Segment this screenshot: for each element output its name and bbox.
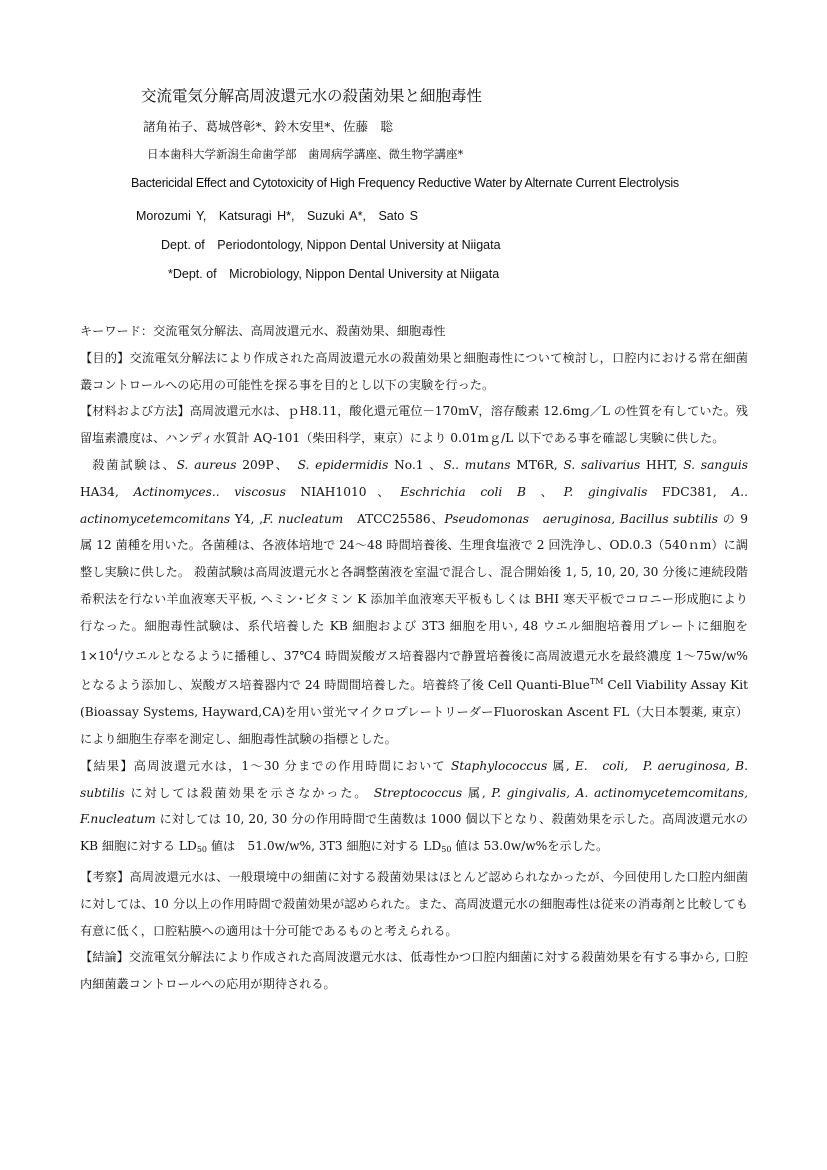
- methods-paragraph: [80, 398, 748, 452]
- text-run: 、: [525, 484, 564, 499]
- text-run: ATCC25586、: [343, 511, 445, 526]
- purpose-text: 交流電気分解法により作成された高周波還元水の殺菌効果と細胞毒性について検討し，口腔内における常在細菌叢コントロールへの応用の可能性を探る事を目的とし以下の実験を行った。: [80, 350, 748, 392]
- organism-name: Staphylococcus: [451, 758, 548, 773]
- title-japanese: 交流電気分解高周波還元水の殺菌効果と細胞毒性: [141, 87, 483, 105]
- text-run: MT6R,: [510, 457, 564, 472]
- affiliation-japanese: 日本歯科大学新潟生命歯学部 歯周病学講座、微生物学講座*: [147, 147, 464, 161]
- organism-name: S. sanguis: [683, 457, 748, 472]
- superscript-exponent: 4: [113, 647, 119, 657]
- discussion-heading: 【考察】: [80, 869, 130, 884]
- text-run: に対しては 10, 20, 30 分の作用時間で生菌数は 1000 個以下となり、殺菌効果を示した。高周波還元水の KB 細胞に対する LD: [80, 812, 748, 854]
- methods-paragraph-2: [80, 452, 748, 753]
- results-paragraph: [80, 753, 748, 864]
- text-run: Cell Viability Assay Kit (Bioassay Systems, Hayward,CA)を用い蛍光マイクロプレートリーダーFluoroskan Ascent FL（大日本製薬, 東京）により細胞生存率を測定し、細胞毒性試験の指標とした。: [80, 678, 748, 746]
- text-run: Y4, ,: [230, 511, 263, 526]
- text-run: HA34,: [80, 484, 134, 499]
- text-run: の 9 属 12 菌種を用いた。各菌種は、各液体培地で 24～48 時間培養後、生理食塩液で 2 回洗浄し、OD.0.3（540ｎm）に調整し実験に供した。 殺菌試験は高周波還元水と各調整菌液を室温で混合し、混合開始後 1, 5, 10, 20, 30 分後に連続段階希釈法を行ない羊血液寒天平板, ヘミン･ビタミン K 添加羊血液寒天平板もしくは BHI 寒天平板でコロニー形成胞により行なった。細胞毒性試験は、系代培養した KB 細胞および 3T3 細胞を用い, 48 ウエル細胞培養用プレートに細胞を 1×10: [80, 511, 749, 663]
- text-run: No.1 、: [388, 457, 444, 472]
- text-run: FDC381,: [647, 484, 732, 499]
- organism-name: P. gingivalis, A. actinomycetemcomitans, F.nucleatum: [80, 785, 748, 827]
- keywords: キーワード：交流電気分解法、高周波還元水、殺菌効果、細胞毒性: [80, 324, 446, 338]
- abstract-body: [80, 318, 748, 998]
- subscript-50: 50: [441, 845, 452, 855]
- text-run: 値は 53.0w/w%を示した。: [451, 839, 609, 854]
- organism-name: Actinomyces.. viscosus: [133, 484, 286, 499]
- conclusion-text: 交流電気分解法により作成された高周波還元水は、低毒性かつ口腔内細菌に対する殺菌効果を有する事から, 口腔内細菌叢コントロールへの応用が期待される。: [80, 950, 749, 992]
- organism-name: S. aureus: [176, 457, 237, 472]
- text-run: HHT,: [640, 457, 684, 472]
- subscript-50: 50: [196, 845, 207, 855]
- results-heading: 【結果】: [80, 758, 134, 773]
- methods-heading: 【材料および方法】: [80, 404, 190, 419]
- discussion-text: 高周波還元水は、一般環境中の細菌に対する殺菌効果はほとんど認められなかったが、今回使用した口腔内細菌に対しては、10 分以上の作用時間で殺菌効果が認められた。また、高周波還元水の細胞毒性は従来の消毒剤と比較しても有意に低く，口腔粘膜への適用は十分可能であるものと考えられる。: [80, 869, 749, 938]
- methods-text: 高周波還元水は、ｐH8.11，酸化還元電位－170mV，溶存酸素 12.6mg／L の性質を有していた。残留塩素濃度は、ハンディ水質計 AQ-101（柴田科学，東京）により 0.01mｇ/L 以下である事を確認し実験に供した。: [80, 404, 748, 446]
- affiliation-english-2: *Dept. of Microbiology, Nippon Dental University at Niigata: [168, 267, 500, 281]
- organism-name: A.. actinomycetemcomitans: [80, 484, 748, 526]
- text-run: 高周波還元水は，1～30 分までの作用時間において: [133, 758, 452, 773]
- text-run: 属,: [547, 758, 575, 773]
- purpose-heading: 【目的】: [80, 350, 130, 365]
- organism-name: E. coli, P. aeruginosa, B. subtilis: [80, 758, 749, 800]
- text-run: に対しては殺菌効果を示さなかった。: [124, 785, 374, 800]
- text-run: 属,: [462, 785, 492, 800]
- title-english: Bactericidal Effect and Cytotoxicity of High Frequency Reductive Water by Alternate Current Electrolysis: [131, 176, 679, 190]
- authors-english: Morozumi Y, Katsuragi H*, Suzuki A*, Sato S: [136, 209, 418, 223]
- organism-name: S.. mutans: [443, 457, 511, 472]
- discussion-paragraph: [80, 864, 748, 944]
- organism-name: Streptococcus: [373, 785, 463, 800]
- organism-name: S. salivarius: [563, 457, 641, 472]
- affiliation-english-1: Dept. of Periodontology, Nippon Dental University at Niigata: [161, 238, 501, 252]
- organism-name: F. nucleatum: [262, 511, 344, 526]
- text-run: 殺菌試験は、: [92, 457, 177, 472]
- organism-name: Pseudomonas aeruginosa, Bacillus subtilis: [444, 511, 719, 526]
- text-run: 209P、: [236, 457, 298, 472]
- organism-name: P. gingivalis: [563, 484, 648, 499]
- conclusion-paragraph: [80, 944, 748, 998]
- purpose-paragraph: [80, 345, 748, 399]
- text-run: NIAH1010、: [285, 484, 401, 499]
- text-run: 値は 51.0w/w%, 3T3 細胞に対する LD: [207, 839, 442, 854]
- trademark-superscript: TM: [589, 677, 604, 687]
- organism-name: Eschrichia coli B: [400, 484, 526, 499]
- organism-name: S. epidermidis: [297, 457, 389, 472]
- conclusion-heading: 【結論】: [80, 950, 129, 965]
- text-run: /ウエルとなるように播種し、37℃4 時間炭酸ガス培養器内で静置培養後に高周波還元水を最終濃度 1～75w/w%となるよう添加し、炭酸ガス培養器内で 24 時間間培養した。培養終了後 Cell Quanti-Blue: [80, 648, 748, 693]
- authors-japanese: 諸角祐子、葛城啓彰*、鈴木安里*、佐藤 聡: [143, 119, 394, 134]
